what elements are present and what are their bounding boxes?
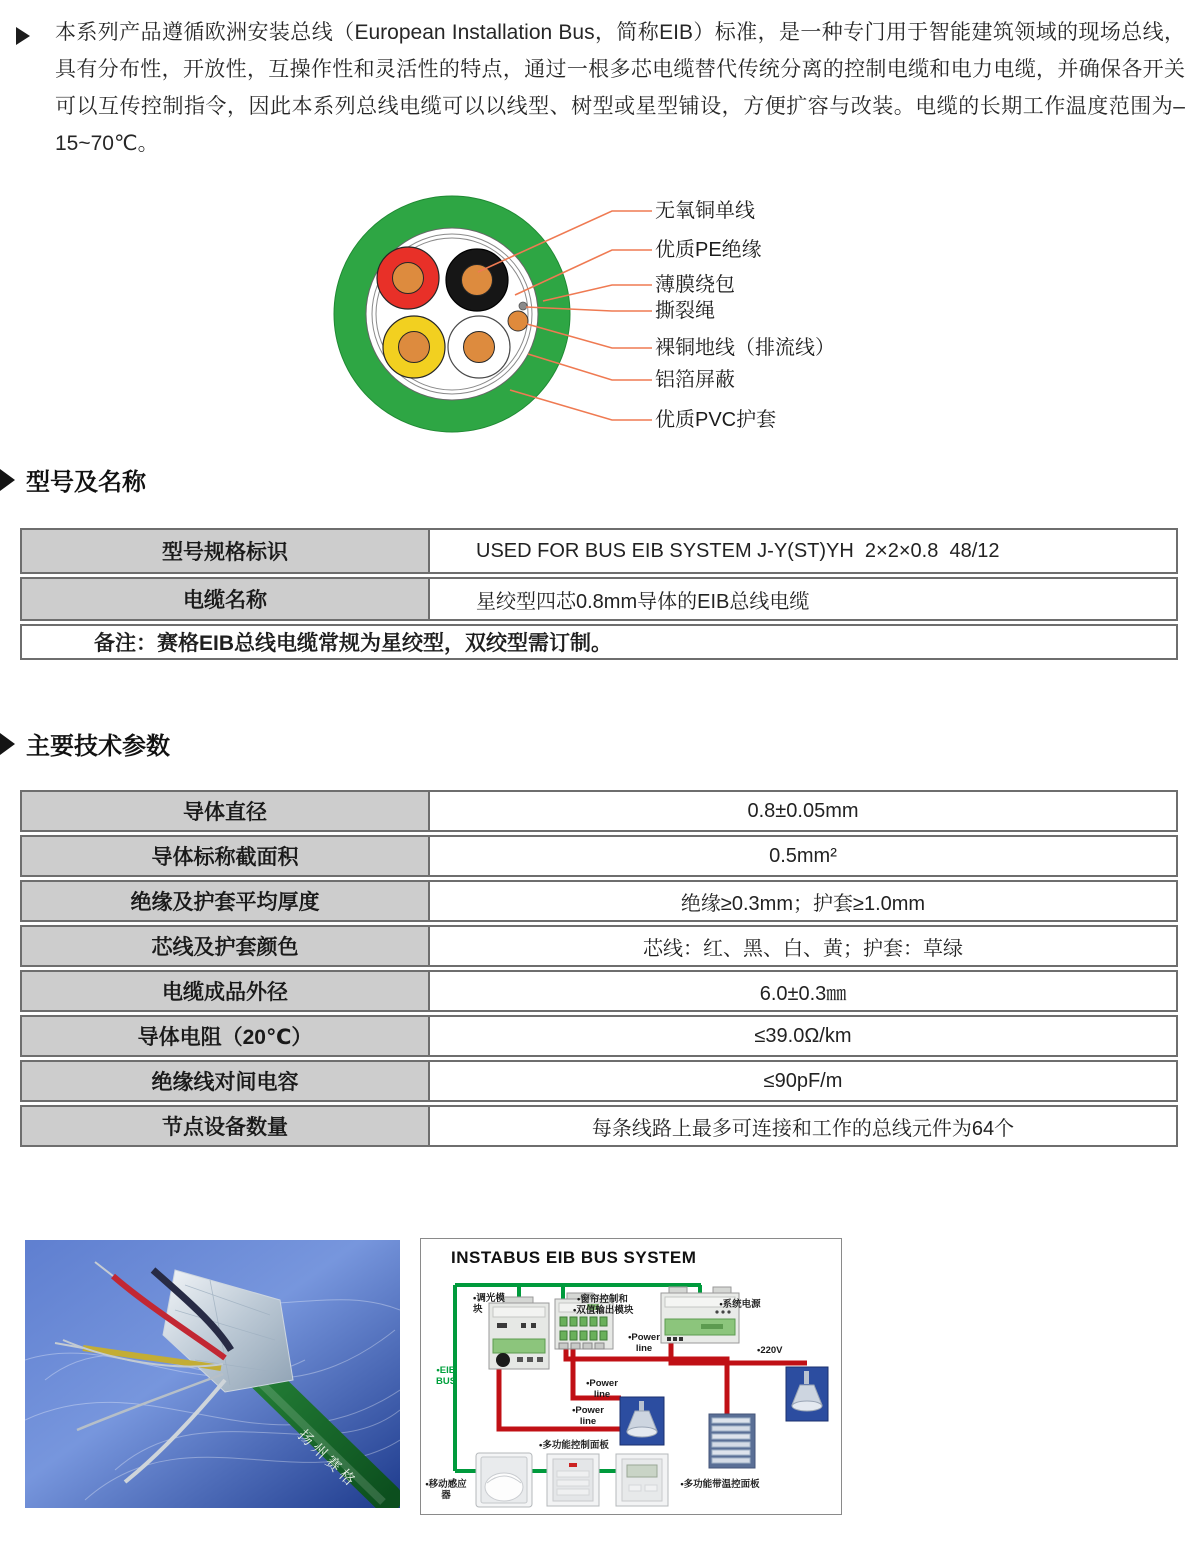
table-remark: 备注：赛格EIB总线电缆常规为星绞型，双绞型需订制。 [20, 624, 1178, 660]
label-pe-insulation: 优质PE绝缘 [655, 239, 762, 261]
label-220v: •220V [757, 1345, 783, 1356]
conductor-black [462, 265, 493, 296]
row-value: 星绞型四芯0.8mm导体的EIB总线电缆 [476, 590, 810, 613]
row-value: 6.0±0.3㎜ [759, 982, 847, 1005]
label-pvc-jacket: 优质PVC护套 [655, 409, 777, 431]
table-row [20, 880, 1178, 922]
row-value: 0.5mm² [769, 844, 837, 867]
row-label: 导体标称截面积 [22, 837, 430, 875]
section-title: 主要技术参数 [26, 733, 170, 760]
label-curtain-control: •窗帘控制和 [577, 1294, 628, 1305]
row-label: 芯线及护套颜色 [22, 927, 430, 965]
row-label: 导体直径 [22, 792, 430, 830]
row-value: 0.8±0.05mm [747, 799, 859, 822]
row-value: 绝缘≥0.3mm；护套≥1.0mm [680, 892, 926, 915]
table-row [20, 1105, 1178, 1147]
label-dual-output: •双值输出模块 [573, 1305, 634, 1316]
table-row [20, 835, 1178, 877]
row-value: 每条线路上最多可连接和工作的总线元件为64个 [591, 1117, 1015, 1140]
lamp-photo-1 [620, 1397, 664, 1445]
row-value: 芯线：红、黑、白、黄；护套：草绿 [643, 937, 963, 960]
conductor-yellow [399, 332, 430, 363]
label-eib-bus: •EIB BUS [435, 1365, 457, 1387]
table-row [20, 577, 1178, 621]
label-power-line-1: •Power line [628, 1332, 660, 1354]
section-title: 型号及名称 [26, 469, 146, 496]
label-rip-cord: 撕裂绳 [655, 300, 715, 322]
label-power-line-2: •Power line [586, 1378, 618, 1400]
label-foil-shield: 铝箔屏蔽 [655, 369, 735, 391]
cable-cross-section-figure [330, 190, 670, 440]
diagram-title: INSTABUS EIB BUS SYSTEM [451, 1248, 697, 1267]
thermostat-panel-device [616, 1454, 668, 1506]
model-name-table [20, 528, 1178, 660]
radiator-photo [709, 1414, 755, 1468]
motion-sensor-device [476, 1453, 532, 1507]
row-value: ≤90pF/m [763, 1069, 843, 1092]
intro-paragraph: 本系列产品遵循欧洲安装总线（European Installation Bus，简称EIB）标准，是一种专门用于智能建筑领域的现场总线，具有分布性，开放性，互操作性和灵活性的特点，通过一根多芯电缆替代传统分离的控制电缆和电力电缆，并确保各开关可以互传控制指令，因此本系列总线电缆可以以线型、树型或星型铺设，方便扩容与改装。电缆的长期工作温度范围为–15~70℃。 [55, 21, 1185, 155]
row-label: 绝缘线对间电容 [22, 1062, 430, 1100]
label-film-wrap: 薄膜绕包 [655, 274, 735, 296]
label-dimmer-module: •调光模块 [473, 1293, 505, 1315]
row-label: 节点设备数量 [22, 1107, 430, 1145]
row-label: 电缆名称 [22, 579, 430, 619]
cable-print-text: 扬州赛格 [294, 1426, 361, 1492]
eib-system-diagram [420, 1238, 842, 1515]
label-drain-wire: 裸铜地线（排流线） [655, 337, 835, 359]
label-multifunction-panel: •多功能控制面板 [539, 1440, 609, 1451]
lamp-photo-2 [786, 1367, 828, 1421]
table-row [20, 790, 1178, 832]
label-temp-panel: •多功能带温控面板 [680, 1479, 760, 1490]
cable-photo [25, 1240, 400, 1508]
row-label: 绝缘及护套平均厚度 [22, 882, 430, 920]
label-system-power: •系统电源 [719, 1299, 761, 1310]
rip-cord [519, 302, 527, 310]
table-row [20, 528, 1178, 574]
table-row [20, 925, 1178, 967]
row-value: USED FOR BUS EIB SYSTEM J-Y(ST)YH 2×2×0.8 48/12 [476, 539, 1000, 562]
row-label: 导体电阻（20℃） [22, 1017, 430, 1055]
section-triangle-icon [0, 469, 15, 491]
control-panel-device [547, 1454, 599, 1506]
diagram-graphics [421, 1239, 839, 1512]
section-header-params [0, 726, 170, 761]
bullet-triangle-icon [16, 27, 30, 45]
table-row [20, 1015, 1178, 1057]
system-power-module [661, 1287, 739, 1343]
label-motion-sensor: •移动感应器 [425, 1479, 467, 1501]
conductor-white [464, 332, 495, 363]
section-header-model [0, 462, 146, 497]
section-triangle-icon [0, 733, 15, 755]
table-row [20, 970, 1178, 1012]
row-label: 电缆成品外径 [22, 972, 430, 1010]
conductor-red [393, 263, 424, 294]
drain-wire [508, 311, 528, 331]
label-power-line-3: •Power line [572, 1405, 604, 1427]
tech-params-table [20, 790, 1178, 1150]
row-label: 型号规格标识 [22, 530, 430, 572]
label-copper-wire: 无氧铜单线 [655, 200, 755, 222]
row-value: ≤39.0Ω/km [754, 1024, 852, 1047]
table-row [20, 1060, 1178, 1102]
